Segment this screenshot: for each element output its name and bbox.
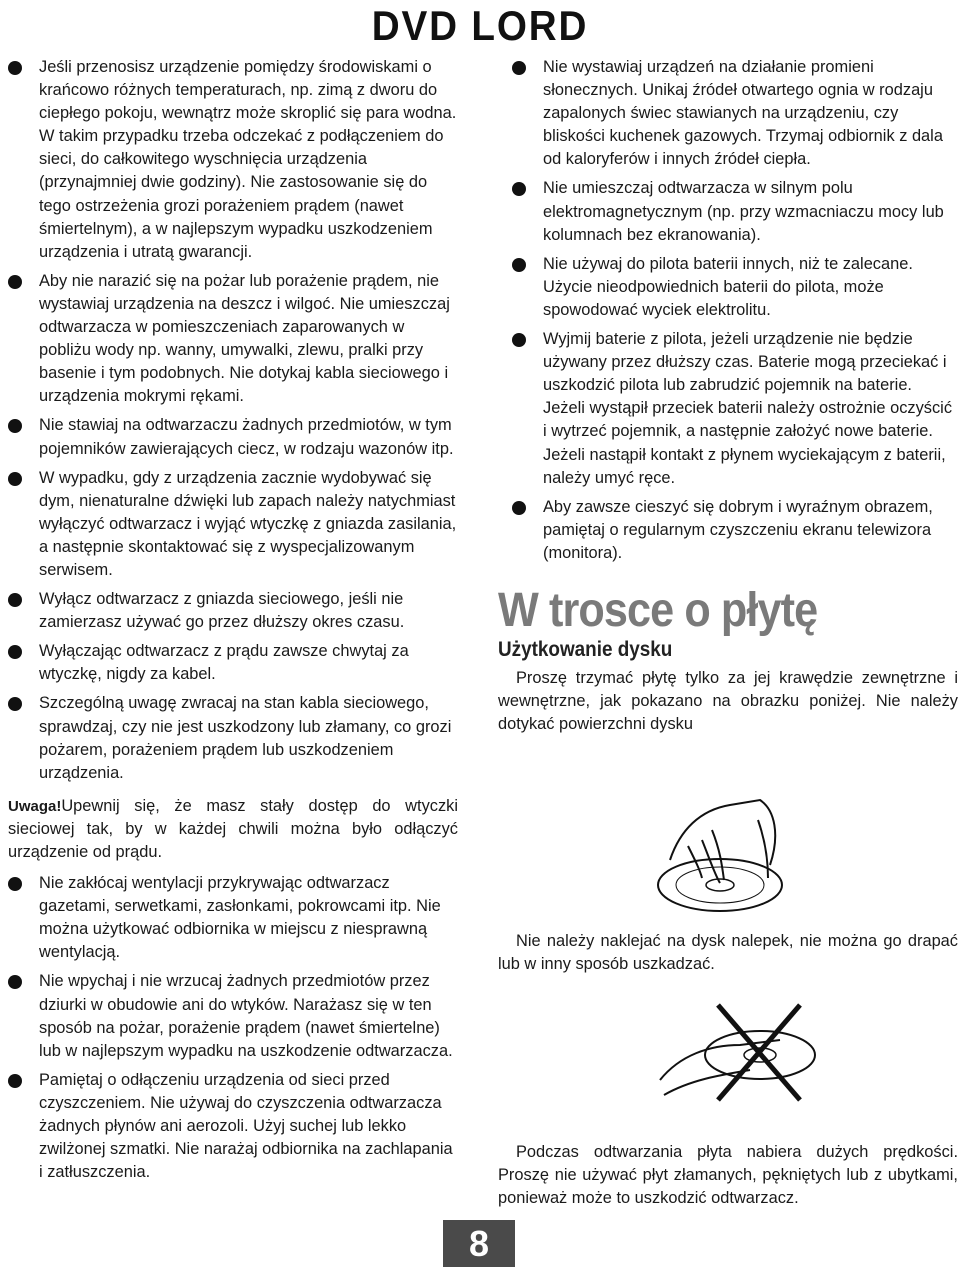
hand-holding-disc-illustration [640,790,800,920]
section-heading: W trosce o płytę [498,583,818,637]
warning-note [8,795,458,864]
brand-title: DVD LORD [371,2,589,49]
warning-text: Upewnij się, że masz stały dostęp do wtyczki sieciowej tak, by w każdej chwili można było odłączyć urządzenie od prądu. [8,796,458,861]
list-item: Nie umieszczaj odtwarzacza w silnym polu elektromagnetycznym (np. przy wzmacniaczu mocy lub kolumnach bez ekranowania). [512,177,958,246]
safety-list-2 [8,872,458,1184]
list-item: Aby zawsze cieszyć się dobrym i wyraźnym obrazem, pamiętaj o regularnym czyszczeniu ekranu telewizora (monitora). [512,496,958,565]
bullet-icon [8,593,22,607]
list-item: Aby nie narazić się na pożar lub porażenie prądem, nie wystawiaj urządzenia na deszcz i wilgoć. Nie umieszczaj odtwarzacza w pomieszczeniach zaparowanych w pobliżu wody np. wanny, umywalki, zlewu, pralki przy basenie i tym podobnych. Nie dotykaj kabla sieciowego i urządzenia mokrymi rękami. [8,270,458,409]
list-item: Nie używaj do pilota baterii innych, niż te zalecane. Użycie nieodpowiednich baterii do pilota, może spowodować wyciek elektrolitu. [512,253,958,322]
bullet-icon [512,333,526,347]
list-item: Szczególną uwagę zwracaj na stan kabla sieciowego, sprawdzaj, czy nie jest uszkodzony lub złamany, co grozi pożarem, porażeniem prądem lub uszkodzeniem urządzenia. [8,692,458,784]
bullet-icon [512,501,526,515]
disc-handling-text: Proszę trzymać płytę tylko za jej krawędzie zewnętrzne i wewnętrzne, jak pokazano na obrazku poniżej. Nie należy dotykać powierzchni dysku [498,669,958,734]
crossed-out-disc-illustration [650,1000,820,1110]
no-stickers-text: Nie należy naklejać na dysk nalepek, nie można go drapać lub w inny sposób uszkadzać. [498,932,958,974]
bullet-icon [8,975,22,989]
bullet-icon [512,182,526,196]
list-item: Nie wystawiaj urządzeń na działanie promieni słonecznych. Unikaj źródeł otwartego ognia w rodzaju zapalonych świec stawianych na urządzeniu, czy bliskości kuchenek gazowych. Trzymaj odbiornik z dala od kaloryferów i innych źródeł ciepła. [512,56,958,171]
list-item: Wyłącz odtwarzacz z gniazda sieciowego, jeśli nie zamierzasz używać go przez dłuższy okres czasu. [8,588,458,634]
list-item: W wypadku, gdy z urządzenia zacznie wydobywać się dym, nienaturalne dźwięki lub zapach należy natychmiast wyłączyć odtwarzacz i wyjąć wtyczkę z gniazda zasilania, a następnie skontaktować się z wyspecjalizowanym serwisem. [8,467,458,582]
bullet-icon [8,472,22,486]
section-subheading: Użytkowanie dysku [498,638,673,662]
bullet-icon [8,275,22,289]
list-item: Nie zakłócaj wentylacji przykrywając odtwarzacz gazetami, serwetkami, zasłonkami, pokrowcami itp. Nie można użytkować odbiornika w miejscu z niesprawną wentylacją. [8,872,458,964]
safety-list-3 [512,56,958,565]
bullet-icon [8,697,22,711]
bullet-icon [8,61,22,75]
list-item: Wyłączając odtwarzacz z prądu zawsze chwytaj za wtyczkę, nigdy za kabel. [8,640,458,686]
left-column [8,56,458,1190]
bullet-icon [8,419,22,433]
safety-list-1 [8,56,458,785]
page-number: 8 [443,1220,515,1267]
bullet-icon [8,877,22,891]
list-item: Pamiętaj o odłączeniu urządzenia od sieci przed czyszczeniem. Nie używaj do czyszczenia odtwarzacza żadnych płynów ani aerozoli. Użyj suchej lub lekko zwilżonej szmatki. Nie narażaj odbiornika na zachlapania i zatłuszczenia. [8,1069,458,1184]
list-item: Wyjmij baterie z pilota, jeżeli urządzenie nie będzie używany przez dłuższy czas. Baterie mogą przeciekać i uszkodzić pilota lub zabrudzić pojemnik na baterie. Jeżeli wystąpił przeciek baterii należy ostrożnie oczyścić i wytrzeć pojemnik, a następnie założyć nowe baterie. Jeżeli nastąpił kontakt z płynem wyciekającym z baterii, należy umyć ręce. [512,328,958,490]
bullet-icon [8,645,22,659]
list-item: Nie wpychaj i nie wrzucaj żadnych przedmiotów przez dziurki w obudowie ani do wtyków. Narażasz się w ten sposób na pożar, porażenie prądem (nawet śmiertelne) lub w najlepszym wypadku na uszkodzenie odtwarzacza. [8,970,458,1062]
warning-label: Uwaga! [8,797,62,815]
right-column-text-2 [498,930,958,976]
right-column-text-3 [498,1141,958,1210]
speed-warning-text: Podczas odtwarzania płyta nabiera dużych prędkości. Proszę nie używać płyt złamanych, pękniętych lub z ubytkami, ponieważ może to uszkodzić odtwarzacz. [498,1143,958,1208]
bullet-icon [512,61,526,75]
list-item: Nie stawiaj na odtwarzaczu żadnych przedmiotów, w tym pojemników zawierających ciecz, w rodzaju wazonów itp. [8,414,458,460]
bullet-icon [8,1074,22,1088]
bullet-icon [512,258,526,272]
list-item: Jeśli przenosisz urządzenie pomiędzy środowiskami o krańcowo różnych temperaturach, np. zimą z dworu do ciepłego pokoju, wewnątrz może skroplić się para wodna. W takim przypadku trzeba odczekać z podłączeniem do sieci, do całkowitego wyschnięcia urządzenia (przynajmniej dwie godziny). Nie zastosowanie się do tego ostrzeżenia grozi porażeniem prądem (nawet śmiertelnym), a w najlepszym wypadku uszkodzeniem urządzenia i utratą gwarancji. [8,56,458,264]
right-column [498,56,958,736]
